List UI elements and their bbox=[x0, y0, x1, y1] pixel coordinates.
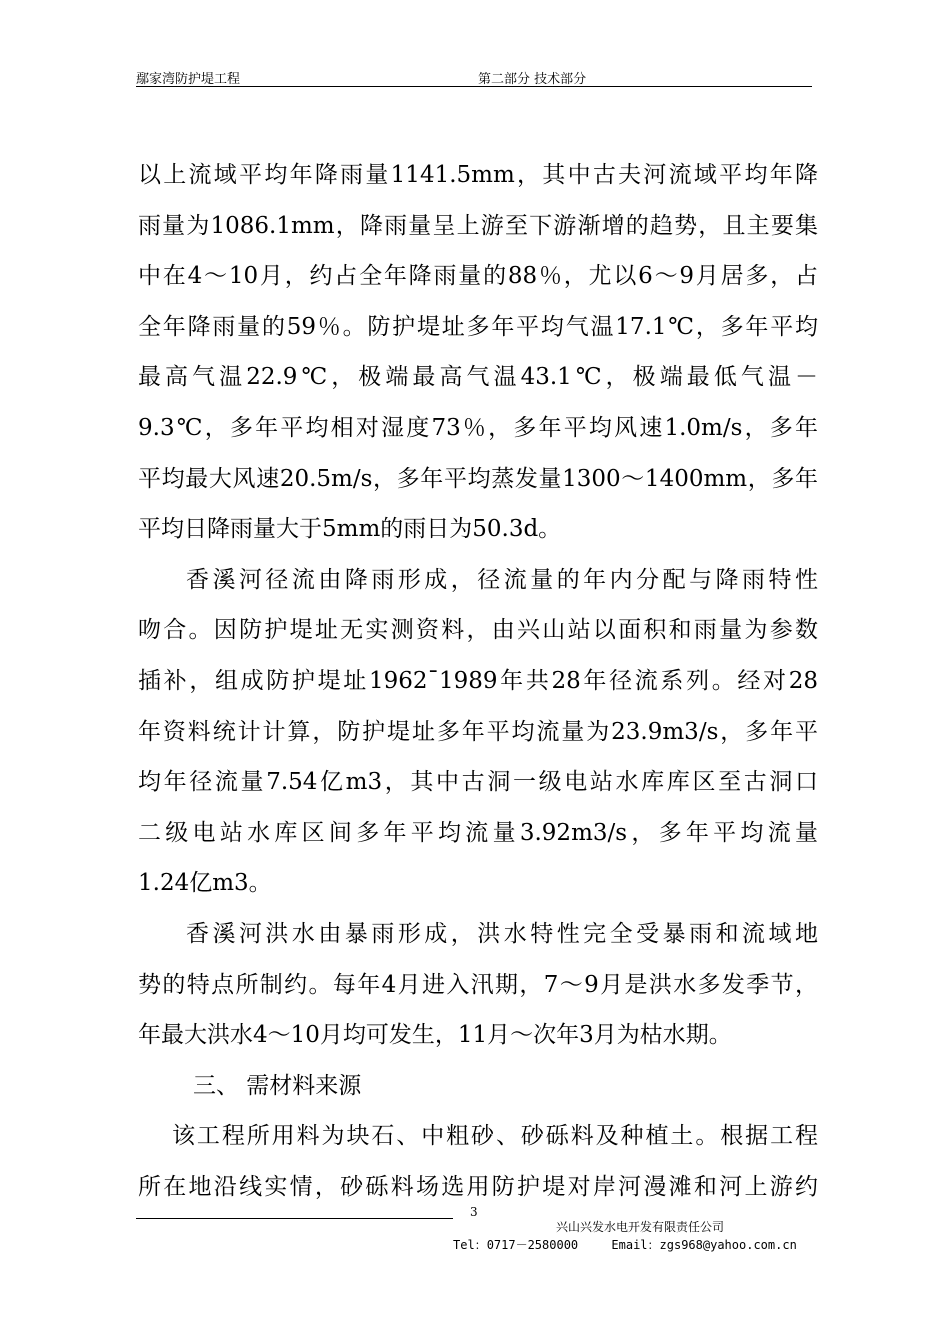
body-line: 势的特点所制约。每年4月进入汛期，7～9月是洪水多发季节， bbox=[138, 971, 818, 998]
body-line: 平均最大风速20.5m/s，多年平均蒸发量1300～1400mm，多年 bbox=[138, 465, 818, 492]
header-section-title: 第二部分 技术部分 bbox=[478, 72, 587, 87]
tel-label: Tel： bbox=[453, 1238, 487, 1252]
header-project-title: 鄢家湾防护堤工程 bbox=[136, 72, 241, 87]
footer-company: 兴山兴发水电开发有限责任公司 bbox=[556, 1220, 725, 1234]
body-line: 该工程所用料为块石、中粗砂、砂砾料及种植土。根据工程 bbox=[172, 1123, 818, 1150]
body-line: 全年降雨量的59％。防护堤址多年平均气温17.1℃，多年平均 bbox=[138, 313, 818, 340]
body-line: 香溪河径流由降雨形成，径流量的年内分配与降雨特性 bbox=[186, 566, 818, 593]
body-text bbox=[138, 150, 818, 1212]
body-line: 9.3℃，多年平均相对湿度73％，多年平均风速1.0m/s，多年 bbox=[138, 414, 818, 441]
page-header bbox=[136, 66, 812, 87]
body-line: 二级电站水库区间多年平均流量3.92m3/s，多年平均流量 bbox=[138, 819, 818, 846]
body-line: 香溪河洪水由暴雨形成，洪水特性完全受暴雨和流域地 bbox=[186, 920, 818, 947]
body-line: 均年径流量7.54亿m3，其中古洞一级电站水库库区至古洞口 bbox=[138, 769, 818, 796]
body-line: 平均日降雨量大于5mm的雨日为50.3d。 bbox=[138, 516, 562, 543]
footer-contact bbox=[453, 1236, 797, 1253]
tel-number: 0717－2580000 bbox=[486, 1238, 579, 1252]
body-line: 以上流域平均年降雨量1141.5mm，其中古夫河流域平均年降 bbox=[138, 162, 818, 188]
body-line: 插补，组成防护堤址1962¯1989年共28年径流系列。经对28 bbox=[138, 667, 818, 694]
email-address: zgs968@yahoo.com.cn bbox=[659, 1238, 797, 1252]
body-line: 年最大洪水4～10月均可发生，11月～次年3月为枯水期。 bbox=[138, 1022, 732, 1049]
footer-rule bbox=[136, 1218, 453, 1219]
body-line: 吻合。因防护堤址无实测资料，由兴山站以面积和雨量为参数 bbox=[138, 617, 818, 644]
body-line: 雨量为1086.1mm，降雨量呈上游至下游渐增的趋势，且主要集 bbox=[138, 212, 818, 239]
body-line: 中在4～10月，约占全年降雨量的88％，尤以6～9月居多，占 bbox=[138, 263, 818, 290]
body-line: 1.24亿m3。 bbox=[138, 870, 272, 897]
section-heading: 三、 需材料来源 bbox=[193, 1072, 362, 1099]
body-line: 所在地沿线实情，砂砾料场选用防护堤对岸河漫滩和河上游约 bbox=[138, 1173, 818, 1200]
page-number: 3 bbox=[470, 1205, 478, 1219]
body-line: 年资料统计计算，防护堤址多年平均流量为23.9m3/s，多年平 bbox=[138, 718, 818, 745]
email-label: Email： bbox=[611, 1238, 660, 1252]
body-line: 最高气温22.9℃，极端最高气温43.1℃，极端最低气温－ bbox=[138, 364, 818, 391]
